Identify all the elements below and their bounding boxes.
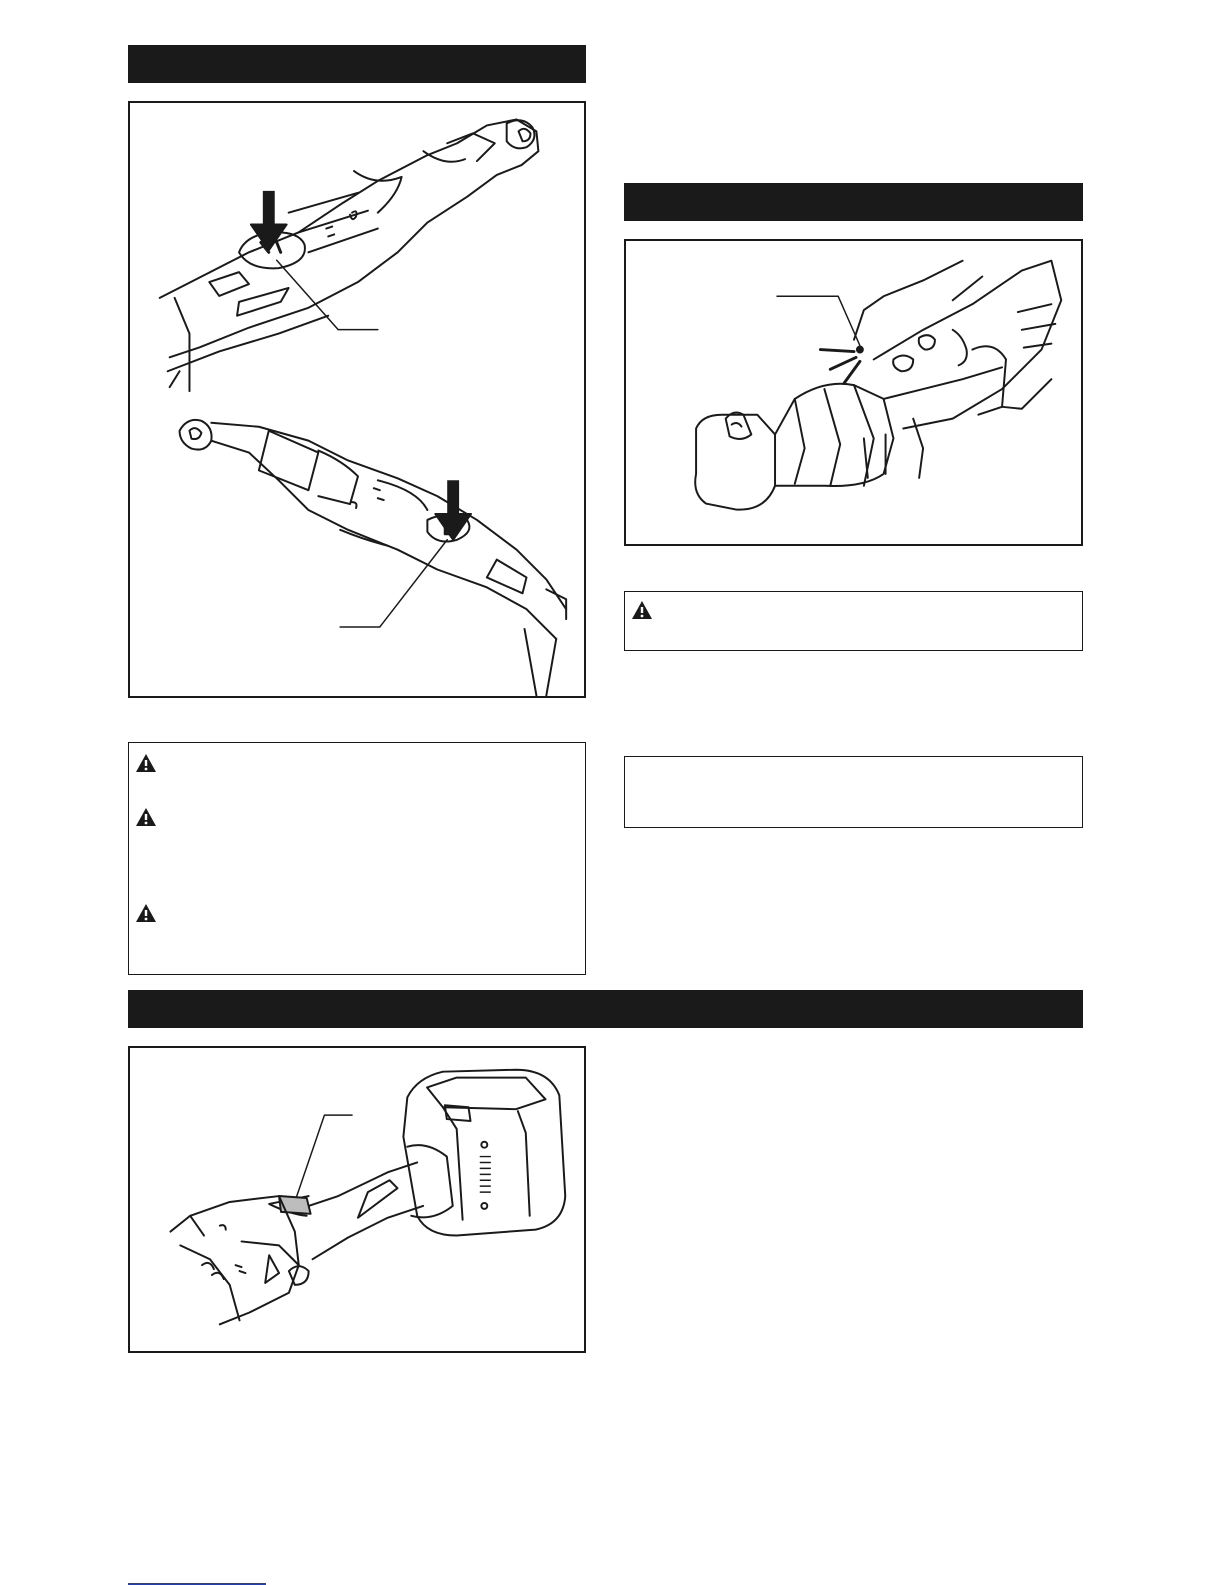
ratchet-battery-illustration [130,1048,584,1351]
lock-button-figure [128,101,586,698]
lamp-figure [624,239,1083,546]
warning-box [128,742,586,975]
note-box [624,756,1083,828]
warning-triangle-icon [631,600,653,620]
warning-triangle-icon [135,807,157,827]
ratchet-illustration [130,103,584,696]
section-header-bar-1 [128,45,586,83]
warning-triangle-icon [135,903,157,923]
section-header-bar-3 [128,990,1083,1028]
caution-box [624,591,1083,651]
ratchet-head-illustration [626,241,1081,544]
switch-figure [128,1046,586,1353]
warning-triangle-icon [135,753,157,773]
section-header-bar-2 [624,183,1083,221]
